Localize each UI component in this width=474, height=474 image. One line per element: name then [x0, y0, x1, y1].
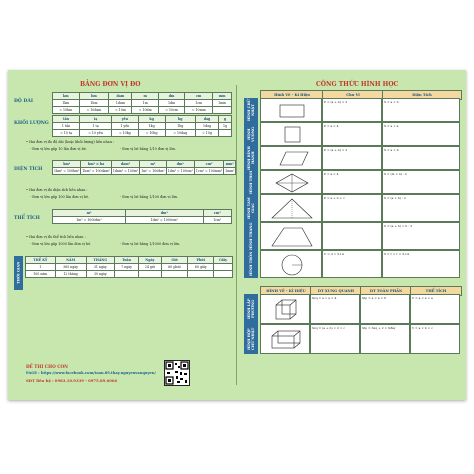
circle-diagram	[260, 250, 322, 278]
mass-table	[52, 115, 232, 137]
note-line: - Đơn vị lớn gấp 1000 lần đơn vị bé.	[30, 242, 92, 246]
value-cell: = 10cm	[158, 107, 184, 114]
note-line: • Hai đơn vị đo diện tích liền nhau :	[26, 188, 88, 192]
time-label: THỜI GIAN	[14, 256, 23, 290]
value-cell: 1kg	[138, 123, 165, 130]
solids-header: DT TOÀN PHẦN	[360, 286, 412, 296]
unit-cell: tấn	[53, 116, 80, 123]
unit-cell: hm	[79, 93, 109, 100]
qr-code-icon	[164, 360, 190, 386]
trapezoid-diagram	[260, 222, 322, 250]
row-label-trapezoid: HÌNH THANG	[244, 222, 258, 250]
solids-header: DT XUNG QUANH	[310, 286, 362, 296]
value-cell: = 10 tạ	[53, 130, 80, 137]
time-cell	[214, 264, 233, 271]
unit-cell: dm²	[166, 161, 194, 168]
value-cell: 1mm²	[225, 169, 235, 173]
value-cell: 1dam² = 100m²	[112, 169, 139, 173]
value-cell	[213, 107, 232, 114]
row-label-cuboid: HÌNH HỘP CHỮ NHẬT	[244, 324, 258, 354]
unit-cell: dam	[109, 93, 132, 100]
footer-title: ĐỀ THI CHO CON	[26, 364, 69, 369]
footer-page-link[interactable]: PAGE : https://www.facebook.com/toan.89.thay.nguyenvanquyen/	[26, 371, 156, 375]
note-line: - Đơn vị bé bằng 1/10 đơn vị lớn.	[120, 147, 176, 151]
value-cell: = 10hm	[53, 107, 80, 114]
unit-cell: tạ	[80, 116, 112, 123]
length-table	[52, 92, 232, 114]
area-label: DIỆN TÍCH	[14, 167, 43, 172]
time-header: Giây	[214, 257, 233, 264]
time-header: Giờ	[161, 257, 188, 264]
value-cell: 1dm³ = 1000cm³	[125, 217, 203, 224]
unit-cell: dag	[195, 116, 218, 123]
parallelogram-diagram	[260, 146, 322, 170]
unit-cell: mm	[213, 93, 232, 100]
note-line: - Đơn vị lớn gấp 10 lần đơn vị bé.	[30, 147, 87, 151]
time-cell: 60 giây	[188, 264, 214, 271]
unit-cell: hm² = ha	[81, 161, 111, 168]
area-table	[52, 160, 236, 175]
perimeter-cell: C = d × 3,14	[322, 250, 382, 278]
cube-diagram	[260, 294, 310, 324]
lateral-area-cell: Sxq = a × a × 4	[310, 294, 360, 324]
value-cell: 1cm² = 100mm²	[195, 169, 223, 173]
note-line: - Đơn vị lớn gấp 100 lần đơn vị bé.	[30, 195, 90, 199]
time-header: NĂM	[55, 257, 86, 264]
rhombus-diagram	[260, 170, 322, 194]
perimeter-cell: P = a + b + c	[322, 194, 382, 222]
value-cell: = 10dag	[165, 130, 195, 137]
unit-cell: m²	[140, 161, 166, 168]
length-label: ĐỘ DÀI	[14, 99, 33, 104]
value-cell: 1dam	[109, 100, 132, 107]
value-cell: = 10mm	[185, 107, 213, 114]
area-cell: S = a × b	[382, 98, 460, 122]
value-cell: 1dm	[158, 100, 184, 107]
row-label-square: HÌNH VUÔNG	[244, 122, 258, 146]
unit-cell: km	[53, 93, 80, 100]
mass-label: KHỐI LƯỢNG	[14, 121, 49, 126]
value-cell: = 10g	[195, 130, 218, 137]
unit-cell: km²	[53, 161, 81, 168]
cuboid-diagram	[260, 324, 310, 354]
unit-cell: hg	[165, 116, 195, 123]
col-header-shape: Hình Vẽ - Kí Hiệu	[260, 90, 324, 100]
geometry-title: CÔNG THỨC HÌNH HỌC	[316, 81, 399, 88]
perimeter-cell: P = a × 4	[322, 170, 382, 194]
note-line: • Hai đơn vị đo thể tích liền nhau :	[26, 235, 86, 239]
row-label-cube: HÌNH LẬP PHƯƠNG	[244, 294, 258, 324]
time-cell	[188, 271, 214, 278]
time-cell: 24 giờ	[139, 264, 162, 271]
row-label-triangle: HÌNH TAM GIÁC	[244, 194, 258, 222]
value-cell: 1m³ = 1000dm³	[53, 217, 126, 224]
time-cell: 1	[26, 264, 56, 271]
value-cell: 1m² = 100dm²	[141, 169, 165, 173]
area-cell: S = (m × n) : 2	[382, 170, 460, 194]
note-line: - Đơn vị bé bằng 1/1000 đơn vị lớn.	[120, 242, 181, 246]
total-area-cell: Stp = Sxq + 2 × Sđáy	[360, 324, 410, 354]
value-cell: 1 tấn	[53, 123, 80, 130]
value-cell: 1 tạ	[80, 123, 112, 130]
value-cell: = 10hg	[138, 130, 165, 137]
area-cell: S = r × r × 3,14	[382, 250, 460, 278]
rectangle-diagram	[260, 98, 322, 122]
time-cell	[139, 271, 162, 278]
row-label-rhombus: HÌNH THOI	[244, 170, 258, 194]
time-cell: 100 năm	[26, 271, 56, 278]
geometry-section	[238, 70, 466, 400]
unit-cell: cm³	[203, 210, 232, 217]
unit-cell: m³	[53, 210, 126, 217]
time-table	[25, 256, 233, 278]
col-header-area: Diện Tích	[382, 90, 462, 100]
note-line: - Đơn vị bé bằng 1/100 đơn vị lớn.	[120, 195, 179, 199]
area-cell: S = (a × h) : 2	[382, 194, 460, 222]
time-cell: 31 ngày	[86, 264, 115, 271]
value-cell: 1 yến	[111, 123, 138, 130]
note-line: • Hai đơn vị đo độ dài (hoặc khối lượng) liền nhau :	[26, 140, 115, 144]
units-title: BẢNG ĐƠN VỊ ĐO	[80, 81, 141, 88]
unit-cell: yến	[111, 116, 138, 123]
perimeter-cell: P = (a + b) × 2	[322, 98, 382, 122]
value-cell: = 10dm	[132, 107, 159, 114]
time-cell: 7 ngày	[115, 264, 139, 271]
value-cell: 1cm³	[203, 217, 232, 224]
value-cell: 1m	[132, 100, 159, 107]
time-cell	[115, 271, 139, 278]
unit-cell: cm	[185, 93, 213, 100]
solids-header: THỂ TÍCH	[410, 286, 462, 296]
time-header: THÁNG	[86, 257, 115, 264]
value-cell: = 10 yến	[80, 130, 112, 137]
square-diagram	[260, 122, 322, 146]
unit-cell: dm	[158, 93, 184, 100]
value-cell: 1dag	[195, 123, 218, 130]
time-cell: 60 phút	[161, 264, 188, 271]
poster-sheet	[8, 70, 466, 400]
value-cell: 1hm	[79, 100, 109, 107]
value-cell: = 10dam	[79, 107, 109, 114]
triangle-diagram	[260, 194, 322, 222]
time-header: THẾ KỶ	[26, 257, 56, 264]
time-cell	[214, 271, 233, 278]
area-cell: S = a × a	[382, 122, 460, 146]
perimeter-cell	[322, 222, 382, 250]
section-divider	[236, 85, 237, 385]
unit-cell: cm²	[194, 161, 223, 168]
value-cell	[219, 130, 232, 137]
unit-cell: dm³	[125, 210, 203, 217]
lateral-area-cell: Sxq = (a + b) × 2 × c	[310, 324, 360, 354]
row-label-circle: HÌNH TRÒN	[244, 250, 258, 278]
value-cell: = 10m	[109, 107, 132, 114]
value-cell: 1km² = 100hm²	[54, 169, 80, 173]
col-header-perimeter: Chu Vi	[322, 90, 384, 100]
unit-cell: dam²	[111, 161, 139, 168]
time-header: Ngày	[139, 257, 162, 264]
volume-label: THỂ TÍCH	[14, 216, 40, 221]
footer-phone: SĐT liên hệ : 0983.10.9339 - 0975.89.6066	[26, 378, 118, 383]
volume-table	[52, 209, 232, 224]
area-cell: S = a × h	[382, 146, 460, 170]
value-cell: 1km	[53, 100, 80, 107]
unit-cell: g	[219, 116, 232, 123]
value-cell: 1hg	[165, 123, 195, 130]
solids-header: HÌNH VẼ - KÍ HIỆU	[260, 286, 312, 296]
volume-cell: V = a × b × c	[410, 324, 460, 354]
total-area-cell: Stp = a × a × 6	[360, 294, 410, 324]
time-header: Tuần	[115, 257, 139, 264]
time-cell	[161, 271, 188, 278]
time-cell: 365 ngày	[55, 264, 86, 271]
units-section	[8, 70, 238, 400]
perimeter-cell: P = a × 4	[322, 122, 382, 146]
area-cell: S = (a + b) × h : 2	[382, 222, 460, 250]
time-header: Phút	[188, 257, 214, 264]
unit-cell: m	[132, 93, 159, 100]
unit-cell: mm²	[224, 161, 236, 168]
row-label-parallelogram: HÌNH BÌNH HÀNH	[244, 146, 258, 170]
volume-cell: V = a × a × a	[410, 294, 460, 324]
value-cell: 1mm	[213, 100, 232, 107]
time-cell: 30 ngày	[86, 271, 115, 278]
perimeter-cell: P = (a + b) × 2	[322, 146, 382, 170]
value-cell: 1hm² = 100dam²	[82, 169, 110, 173]
unit-cell: kg	[138, 116, 165, 123]
value-cell: 1g	[219, 123, 232, 130]
value-cell: 1cm	[185, 100, 213, 107]
value-cell: 1dm² = 100cm²	[167, 169, 193, 173]
time-cell: 12 tháng	[55, 271, 86, 278]
row-label-rectangle: HÌNH CHỮ NHẬT	[244, 98, 258, 122]
value-cell: = 10kg	[111, 130, 138, 137]
